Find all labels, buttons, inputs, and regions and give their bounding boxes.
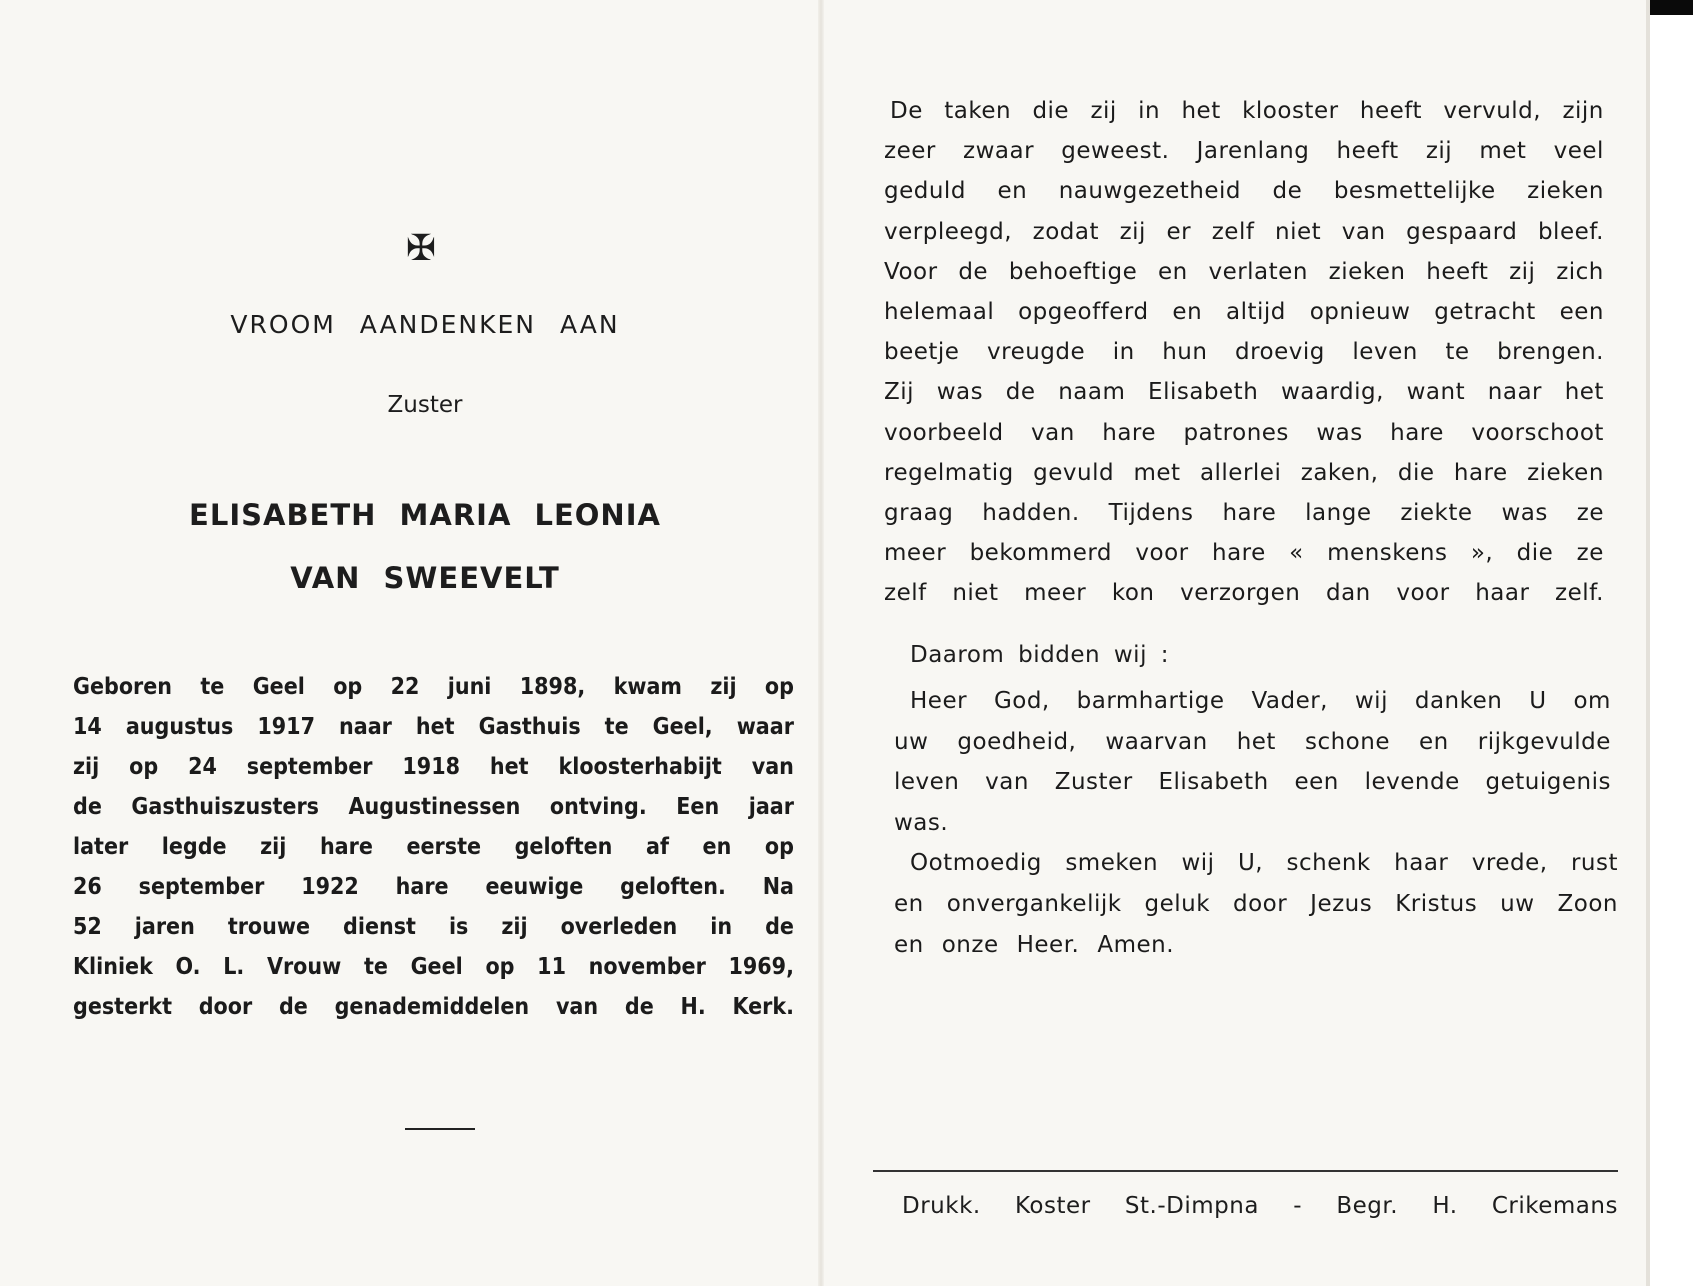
word: haar bbox=[1394, 850, 1449, 876]
word: te bbox=[604, 714, 629, 740]
word: september bbox=[138, 874, 265, 900]
word: zieken bbox=[1328, 258, 1406, 285]
word: onvergankelijk bbox=[946, 891, 1122, 917]
word: later bbox=[73, 834, 129, 860]
word: Zij bbox=[884, 379, 915, 406]
word: eerste bbox=[406, 834, 482, 860]
word: van bbox=[751, 754, 794, 780]
word: voorschoot bbox=[1471, 419, 1604, 446]
word: Voor bbox=[884, 258, 938, 285]
word: 1917 bbox=[257, 714, 315, 740]
word: verzorgen bbox=[1180, 580, 1301, 607]
word: zieken bbox=[1527, 459, 1604, 486]
word: legde bbox=[161, 834, 227, 860]
word: 1918 bbox=[402, 754, 460, 780]
bio-line bbox=[73, 674, 794, 700]
word: hadden. bbox=[982, 500, 1080, 526]
word: heeft bbox=[1426, 258, 1489, 285]
word: Kliniek bbox=[73, 954, 153, 980]
prayer-line bbox=[894, 891, 1618, 917]
word: wij bbox=[1354, 688, 1388, 714]
word: waarvan bbox=[1105, 728, 1208, 755]
word: met bbox=[1479, 138, 1527, 165]
word: geduld bbox=[884, 178, 966, 205]
prayer-line bbox=[894, 769, 1611, 795]
word: het bbox=[1236, 728, 1276, 755]
word: 26 bbox=[73, 874, 102, 900]
word: het bbox=[1564, 379, 1604, 406]
footer-word: Begr. bbox=[1336, 1193, 1399, 1219]
word: wij bbox=[1181, 850, 1215, 876]
text-line bbox=[884, 259, 1604, 285]
word: haar bbox=[1475, 580, 1530, 607]
word: juni bbox=[447, 674, 492, 700]
word: veel bbox=[1553, 138, 1604, 165]
word: U bbox=[1529, 688, 1547, 714]
word: uw bbox=[1500, 891, 1535, 917]
word: was bbox=[1501, 500, 1548, 526]
cross-icon: ✠ bbox=[405, 228, 437, 269]
word: op bbox=[764, 834, 794, 860]
word: zij bbox=[260, 834, 287, 860]
word: augustus bbox=[125, 714, 234, 740]
word: af bbox=[646, 834, 669, 860]
word: getracht bbox=[1434, 299, 1536, 325]
word: zij bbox=[1425, 138, 1453, 165]
heading: VROOM AANDENKEN AAN bbox=[230, 310, 620, 339]
word: bleef. bbox=[1537, 218, 1604, 245]
word: bekommerd bbox=[969, 540, 1112, 567]
word: niet bbox=[1275, 218, 1322, 245]
word: door bbox=[198, 994, 253, 1020]
word: droevig bbox=[1235, 339, 1325, 366]
word: opnieuw bbox=[1309, 299, 1411, 325]
word: zieken bbox=[1527, 178, 1604, 205]
word: jaar bbox=[748, 794, 794, 820]
word: Elisabeth bbox=[1158, 769, 1269, 795]
word: zelf bbox=[884, 580, 927, 607]
word: hare bbox=[1212, 540, 1266, 567]
word: voor bbox=[1396, 580, 1450, 607]
word: Elisabeth bbox=[1148, 379, 1259, 406]
word: hare bbox=[319, 834, 373, 860]
word: de bbox=[1005, 379, 1036, 406]
prayer-line bbox=[894, 729, 1611, 755]
word: Jezus bbox=[1310, 891, 1373, 917]
word: zij bbox=[501, 914, 528, 940]
word: Ootmoedig bbox=[910, 850, 1042, 876]
text-line bbox=[884, 178, 1604, 204]
word: zeer bbox=[884, 138, 936, 165]
word: zij bbox=[1090, 98, 1117, 124]
word: 22 bbox=[390, 674, 420, 700]
word: van bbox=[985, 769, 1029, 795]
prayer-line bbox=[910, 850, 1618, 876]
word: leven bbox=[894, 769, 960, 795]
word: patrones bbox=[1183, 419, 1289, 446]
word: 52 bbox=[73, 914, 102, 940]
card-edge bbox=[1646, 0, 1650, 1286]
word: zij bbox=[73, 754, 100, 780]
footer-word: Koster bbox=[1015, 1193, 1091, 1219]
word: de bbox=[958, 258, 989, 285]
word: geloften. bbox=[620, 874, 726, 900]
word: danken bbox=[1414, 688, 1503, 714]
word: dienst bbox=[343, 914, 416, 940]
word: een bbox=[1559, 299, 1604, 325]
word: 24 bbox=[188, 754, 217, 780]
word: vreugde bbox=[987, 339, 1086, 366]
word: om bbox=[1573, 688, 1611, 714]
word: jaren bbox=[134, 914, 195, 940]
word: schenk bbox=[1286, 850, 1371, 876]
word: te bbox=[363, 954, 388, 980]
word: de bbox=[278, 994, 308, 1020]
word: Geboren bbox=[73, 674, 173, 700]
word: op bbox=[129, 754, 159, 780]
word: Gasthuiszusters bbox=[131, 794, 319, 820]
name-line-1: ELISABETH MARIA LEONIA bbox=[189, 498, 661, 532]
word: hare bbox=[1222, 500, 1277, 526]
word: en bbox=[702, 834, 732, 860]
footer-word: H. bbox=[1432, 1193, 1458, 1219]
word: niet bbox=[952, 580, 999, 607]
prayer-intro: Daarom bidden wij : bbox=[910, 642, 1170, 668]
word: ze bbox=[1576, 540, 1604, 567]
word: was. bbox=[894, 809, 949, 836]
word: trouwe bbox=[227, 914, 311, 940]
bio-line bbox=[73, 714, 794, 740]
word: kon bbox=[1111, 580, 1155, 607]
word: op bbox=[485, 954, 515, 980]
word: geweest. bbox=[1061, 138, 1170, 165]
word: eeuwige bbox=[485, 874, 584, 900]
word: was bbox=[1316, 419, 1363, 446]
word: kwam bbox=[613, 674, 682, 700]
word: Jarenlang bbox=[1196, 138, 1310, 165]
footer-word: Crikemans bbox=[1491, 1193, 1618, 1219]
word: Heer. bbox=[1016, 932, 1080, 958]
word: verpleegd, bbox=[884, 218, 1013, 245]
word: ziekte bbox=[1400, 500, 1473, 526]
word: het bbox=[1181, 98, 1221, 124]
word: geloften bbox=[514, 834, 613, 860]
word: beetje bbox=[884, 339, 960, 366]
bio-line bbox=[73, 994, 794, 1020]
word: door bbox=[1233, 891, 1288, 917]
word: 14 bbox=[73, 714, 102, 740]
word: het bbox=[489, 754, 529, 780]
text-line bbox=[884, 299, 1604, 325]
word: van bbox=[1341, 218, 1386, 245]
word: waar bbox=[736, 714, 794, 740]
word: en bbox=[894, 891, 924, 917]
word: levende bbox=[1364, 769, 1460, 795]
word: Een bbox=[676, 794, 720, 820]
word: De bbox=[890, 98, 923, 124]
word: in bbox=[710, 914, 733, 940]
word: nauwgezetheid bbox=[1058, 178, 1241, 205]
word: want bbox=[1406, 379, 1466, 406]
bio-line bbox=[73, 794, 794, 820]
word: meer bbox=[1024, 580, 1087, 607]
word: voor bbox=[1135, 540, 1189, 567]
text-line bbox=[884, 460, 1604, 486]
word: hare bbox=[1453, 459, 1508, 486]
text-line bbox=[884, 379, 1604, 405]
word: ze bbox=[1576, 500, 1604, 526]
footer-rule bbox=[873, 1170, 1618, 1172]
prayer-line bbox=[894, 932, 1618, 958]
word: van bbox=[1031, 419, 1075, 446]
footer-word: Drukk. bbox=[902, 1193, 981, 1219]
text-line bbox=[884, 339, 1604, 365]
title: Zuster bbox=[387, 392, 463, 418]
text-line bbox=[890, 98, 1604, 124]
word: op bbox=[333, 674, 363, 700]
text-line bbox=[884, 500, 1604, 526]
word: taken bbox=[944, 98, 1012, 124]
word: uw bbox=[894, 728, 929, 755]
word: helemaal bbox=[884, 299, 995, 325]
text-line bbox=[884, 420, 1604, 446]
word: op bbox=[764, 674, 794, 700]
word: verlaten bbox=[1208, 258, 1308, 285]
prayer-line bbox=[894, 810, 1611, 836]
word: besmettelijke bbox=[1333, 178, 1496, 205]
word: en bbox=[1157, 258, 1188, 285]
word: U, bbox=[1237, 850, 1264, 876]
word: allerlei bbox=[1199, 459, 1282, 486]
word: het bbox=[415, 714, 455, 740]
word: Zuster bbox=[1054, 769, 1133, 795]
word: schone bbox=[1304, 728, 1390, 755]
divider bbox=[405, 1128, 475, 1130]
word: zij bbox=[1509, 258, 1536, 285]
scan-border bbox=[1650, 0, 1693, 15]
bio-line bbox=[73, 834, 794, 860]
word: en bbox=[997, 178, 1028, 205]
word: Heer bbox=[910, 688, 968, 714]
word: hun bbox=[1162, 339, 1208, 366]
word: brengen. bbox=[1497, 339, 1604, 366]
word: die bbox=[1397, 459, 1435, 486]
word: menskens bbox=[1327, 540, 1448, 567]
word: Vrouw bbox=[266, 954, 342, 980]
text-line bbox=[884, 580, 1604, 606]
word: die bbox=[1032, 98, 1070, 124]
word: 1969, bbox=[728, 954, 794, 980]
word: Augustinessen bbox=[348, 794, 521, 820]
word: vrede, bbox=[1471, 850, 1548, 876]
word: de bbox=[765, 914, 794, 940]
word: God, bbox=[993, 688, 1050, 714]
word: die bbox=[1516, 540, 1554, 567]
word: kloosterhabijt bbox=[558, 754, 722, 780]
word: was bbox=[936, 379, 984, 406]
word: Kerk. bbox=[732, 994, 794, 1020]
word: ontving. bbox=[549, 794, 647, 820]
text-line bbox=[884, 138, 1604, 164]
word: zij bbox=[1119, 218, 1146, 245]
word: te bbox=[200, 674, 225, 700]
word: H. bbox=[680, 994, 706, 1020]
word: Geel bbox=[410, 954, 463, 980]
word: gespaard bbox=[1406, 218, 1518, 245]
word: rijkgevulde bbox=[1477, 728, 1611, 755]
word: november bbox=[588, 954, 706, 980]
word: een bbox=[1294, 769, 1339, 795]
word: graag bbox=[884, 500, 954, 526]
word: zodat bbox=[1032, 218, 1099, 245]
word: hare bbox=[395, 874, 449, 900]
word: de bbox=[624, 994, 654, 1020]
word: zwaar bbox=[963, 138, 1035, 165]
word: naar bbox=[1487, 379, 1543, 406]
word: Kristus bbox=[1395, 891, 1478, 917]
word: 11 bbox=[537, 954, 566, 980]
word: regelmatig bbox=[884, 459, 1014, 486]
card-fold bbox=[818, 0, 824, 1286]
prayer-line bbox=[910, 688, 1611, 714]
word: en bbox=[1419, 728, 1449, 755]
bio-line bbox=[73, 914, 794, 940]
word: Tijdens bbox=[1108, 500, 1194, 526]
word: Amen. bbox=[1097, 932, 1175, 958]
bio-line bbox=[73, 754, 794, 780]
word: met bbox=[1133, 459, 1181, 486]
word: onze bbox=[941, 932, 999, 958]
word: goedheid, bbox=[957, 728, 1077, 755]
name-line-2: VAN SWEEVELT bbox=[290, 561, 560, 595]
word: Gasthuis bbox=[478, 714, 581, 740]
word: Geel, bbox=[652, 714, 713, 740]
bio-line bbox=[73, 954, 794, 980]
word: heeft bbox=[1359, 98, 1423, 124]
word: O. bbox=[175, 954, 201, 980]
word: en bbox=[1172, 299, 1203, 325]
bio-line bbox=[73, 874, 794, 900]
printer-credit bbox=[902, 1193, 1618, 1219]
word: opgeofferd bbox=[1018, 299, 1149, 325]
word: lange bbox=[1305, 500, 1372, 526]
word: 1922 bbox=[301, 874, 359, 900]
word: gevuld bbox=[1033, 459, 1115, 486]
word: zij bbox=[710, 674, 737, 700]
word: geluk bbox=[1144, 891, 1211, 917]
word: « bbox=[1289, 540, 1304, 567]
footer-word: St.-Dimpna bbox=[1124, 1193, 1259, 1219]
word: de bbox=[1272, 178, 1303, 205]
text-line bbox=[884, 219, 1604, 245]
word: dan bbox=[1325, 580, 1371, 607]
word: zaken, bbox=[1300, 459, 1379, 486]
word: waardig, bbox=[1280, 379, 1384, 406]
word: smeken bbox=[1065, 850, 1159, 876]
word: er bbox=[1166, 218, 1192, 245]
word: hare bbox=[1102, 419, 1157, 446]
word: zijn bbox=[1562, 98, 1604, 124]
word: », bbox=[1470, 540, 1494, 567]
word: september bbox=[246, 754, 373, 780]
word: de bbox=[73, 794, 102, 820]
word: barmhartige bbox=[1076, 688, 1225, 714]
word: L. bbox=[223, 954, 245, 980]
word: heeft bbox=[1336, 138, 1399, 165]
word: en bbox=[894, 932, 924, 958]
word: altijd bbox=[1225, 299, 1286, 325]
word: klooster bbox=[1242, 98, 1339, 124]
word: vervuld, bbox=[1443, 98, 1542, 124]
word: gesterkt bbox=[73, 994, 172, 1020]
word: in bbox=[1112, 339, 1135, 366]
word: overleden bbox=[560, 914, 678, 940]
word: zelf bbox=[1211, 218, 1255, 245]
word: Zoon bbox=[1557, 891, 1618, 917]
word: te bbox=[1445, 339, 1470, 366]
word: Geel bbox=[252, 674, 305, 700]
word: 1898, bbox=[519, 674, 586, 700]
word: rust bbox=[1570, 850, 1618, 876]
word: Vader, bbox=[1251, 688, 1328, 714]
word: genademiddelen bbox=[334, 994, 530, 1020]
word: is bbox=[448, 914, 469, 940]
word: getuigenis bbox=[1485, 769, 1611, 795]
word: voorbeeld bbox=[884, 419, 1004, 446]
word: naam bbox=[1058, 379, 1126, 406]
footer-word: - bbox=[1293, 1193, 1303, 1219]
word: in bbox=[1138, 98, 1161, 124]
text-line bbox=[884, 540, 1604, 566]
word: zelf. bbox=[1555, 580, 1604, 607]
word: behoeftige bbox=[1008, 258, 1138, 285]
word: meer bbox=[884, 540, 947, 567]
word: zich bbox=[1556, 258, 1604, 285]
word: leven bbox=[1352, 339, 1418, 366]
word: Na bbox=[762, 874, 794, 900]
word: van bbox=[555, 994, 599, 1020]
word: hare bbox=[1390, 419, 1444, 446]
word: naar bbox=[339, 714, 392, 740]
